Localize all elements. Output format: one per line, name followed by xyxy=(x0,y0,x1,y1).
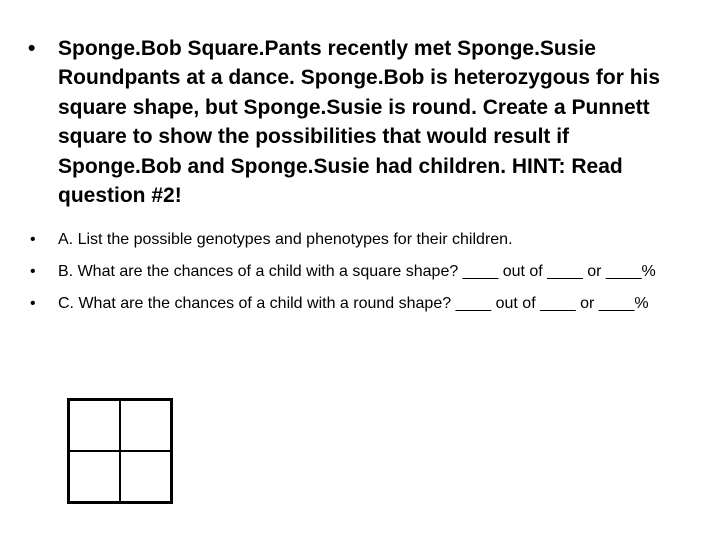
sub-question-b-text: B. What are the chances of a child with a square shape? ____ out of ____ or ____% xyxy=(58,263,656,280)
bullet-icon: • xyxy=(30,295,36,312)
sub-question-c xyxy=(28,292,668,316)
punnett-cell-top-left xyxy=(69,400,120,451)
sub-question-c-text: C. What are the chances of a child with a round shape? ____ out of ____ or ____% xyxy=(58,295,649,312)
punnett-cell-top-right xyxy=(120,400,171,451)
sub-question-b xyxy=(28,260,668,284)
sub-question-a-text: A. List the possible genotypes and phenotypes for their children. xyxy=(58,231,513,248)
punnett-cell-bottom-right xyxy=(120,451,171,502)
main-question xyxy=(28,34,668,210)
sub-question-list xyxy=(28,228,668,324)
bullet-icon: • xyxy=(28,37,36,60)
bullet-icon: • xyxy=(30,231,36,248)
punnett-cell-bottom-left xyxy=(69,451,120,502)
main-question-text: Sponge.Bob Square.Pants recently met Sponge.Susie Roundpants at a dance. Sponge.Bob is heterozygous for his square shape, but Sponge.Susie is round. Create a Punnett square to show the possibilities that would result if Sponge.Bob and Sponge.Susie had children. HINT: Read question #2! xyxy=(58,37,661,208)
sub-question-a xyxy=(28,228,668,252)
punnett-square xyxy=(67,398,173,504)
bullet-icon: • xyxy=(30,263,36,280)
